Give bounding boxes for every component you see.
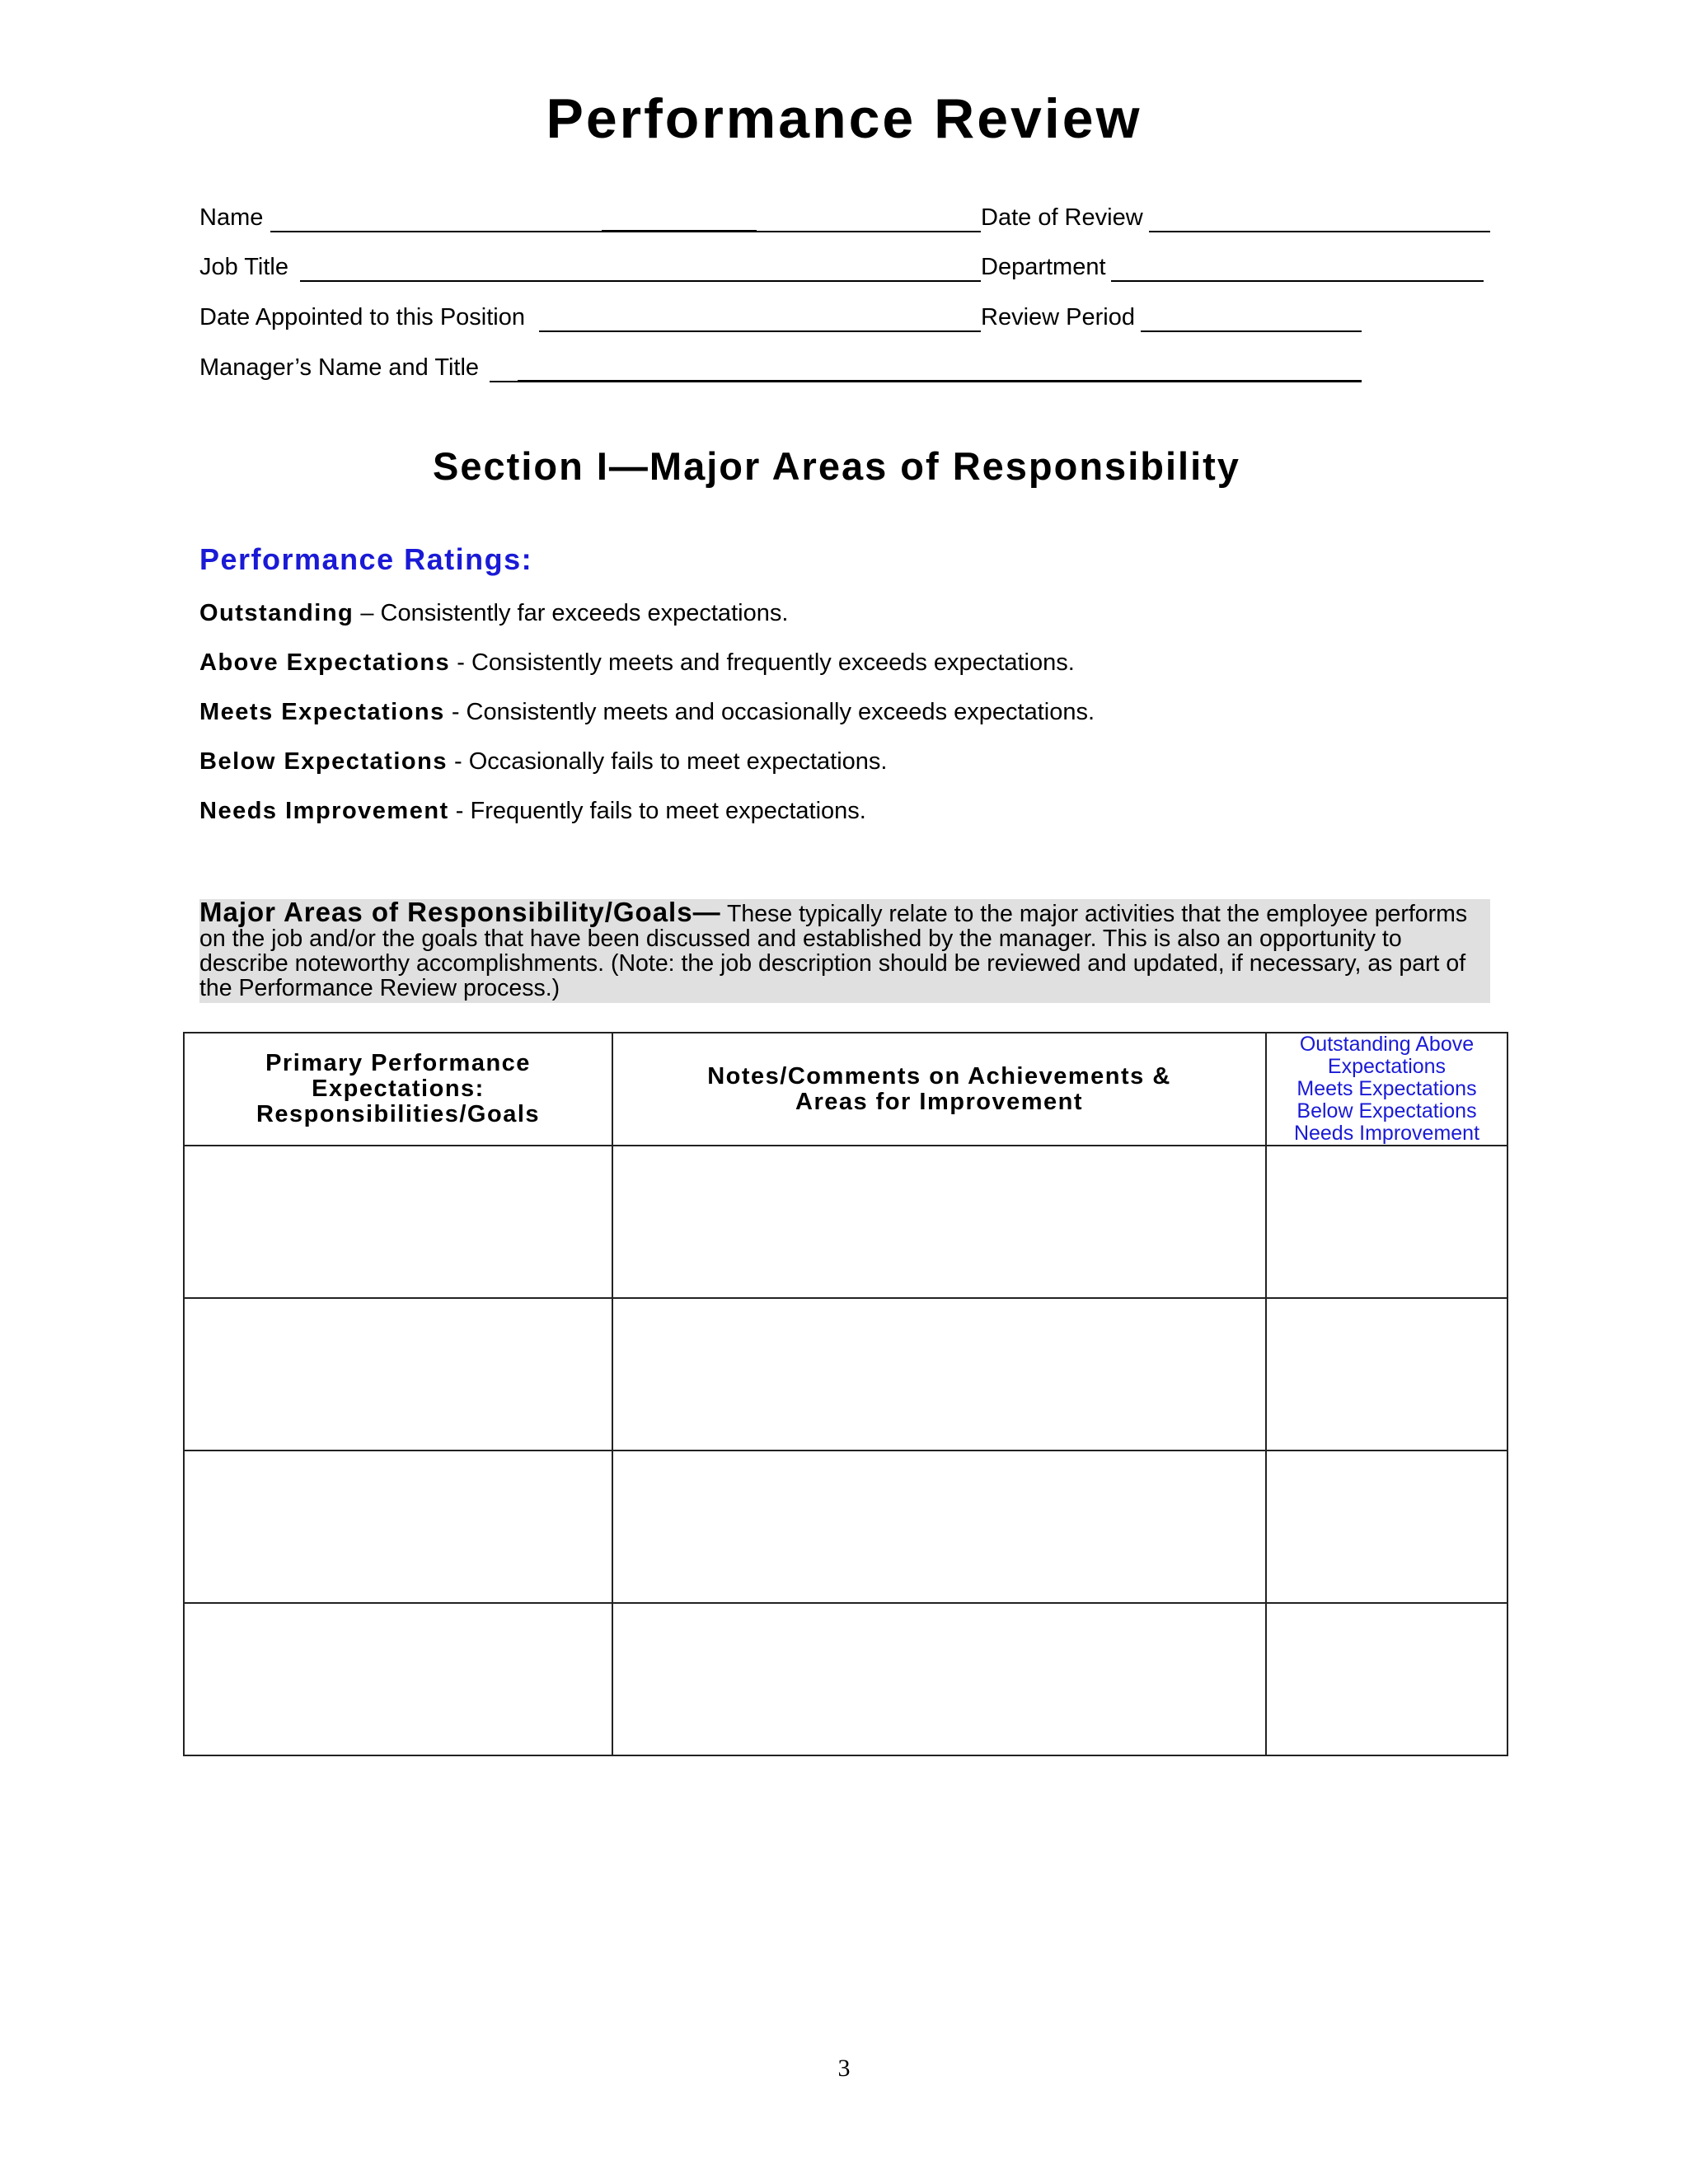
manager-field[interactable]: [490, 381, 518, 382]
manager-label: Manager’s Name and Title: [199, 354, 480, 381]
header-rating-scale: [1266, 1033, 1507, 1146]
department-field[interactable]: [1111, 280, 1484, 282]
rating-term: Needs Improvement: [199, 798, 449, 824]
header-primary-expectations: [184, 1033, 612, 1146]
responsibility-cell[interactable]: [184, 1298, 612, 1451]
rating-cell[interactable]: [1266, 1451, 1507, 1603]
name-field-segment: [602, 230, 757, 232]
page-number: 3: [837, 2055, 851, 2082]
date-appointed-label: Date Appointed to this Position: [199, 304, 525, 330]
ratings-heading: Performance Ratings:: [199, 542, 533, 576]
rating-description: - Consistently meets and occasionally exceeds expectations.: [444, 699, 1095, 725]
header-line: Expectations: [1327, 1055, 1447, 1078]
header-line: Expectations:: [312, 1076, 485, 1102]
date-appointed-field[interactable]: [539, 330, 981, 332]
table-row: [184, 1603, 1507, 1755]
rating-description: - Consistently meets and frequently exceeds expectations.: [450, 649, 1075, 676]
department-label: Department: [981, 254, 1106, 280]
responsibilities-table: [183, 1032, 1508, 1756]
responsibility-cell[interactable]: [184, 1146, 612, 1298]
rating-description: - Occasionally fails to meet expectations.: [447, 748, 888, 775]
comments-cell[interactable]: [612, 1298, 1266, 1451]
header-line: Areas for Improvement: [795, 1088, 1083, 1115]
responsibility-text: [199, 897, 1490, 1001]
job-title-field[interactable]: [300, 280, 981, 282]
rating-description: – Consistently far exceeds expectations.: [354, 600, 789, 626]
header-notes-comments: [612, 1033, 1266, 1146]
rating-term: Meets Expectations: [199, 699, 445, 725]
rating-term: Below Expectations: [199, 748, 448, 775]
rating-cell[interactable]: [1266, 1298, 1507, 1451]
responsibility-description: These typically relate to the major activities that the employee performs on the job and/or the goals that have been discussed and established by the manager. This is also an opportunity to describe noteworthy accomplishments. (Note: the job description should be reviewed and updated, if necessary, as part of the Performance Review process.): [199, 901, 1468, 1001]
rating-description: - Frequently fails to meet expectations.: [448, 798, 866, 824]
comments-cell[interactable]: [612, 1603, 1266, 1755]
date-of-review-field[interactable]: [1149, 231, 1490, 232]
table-row: [184, 1146, 1507, 1298]
rating-cell[interactable]: [1266, 1146, 1507, 1298]
comments-cell[interactable]: [612, 1451, 1266, 1603]
rating-term: Outstanding: [199, 600, 354, 626]
header-line: Primary Performance: [265, 1050, 531, 1076]
comments-cell[interactable]: [612, 1146, 1266, 1298]
manager-field-segment: [518, 380, 1362, 382]
name-label: Name: [199, 204, 264, 231]
rating-meets-expectations: [199, 699, 1095, 726]
job-title-label: Job Title: [199, 254, 288, 280]
rating-outstanding: [199, 600, 788, 627]
header-line: Meets Expectations: [1296, 1077, 1477, 1100]
header-line: Outstanding Above: [1299, 1033, 1475, 1056]
rating-below-expectations: [199, 748, 887, 776]
table-header-row: [184, 1033, 1507, 1146]
rating-needs-improvement: [199, 798, 866, 825]
header-line: Needs Improvement: [1293, 1122, 1480, 1145]
rating-cell[interactable]: [1266, 1603, 1507, 1755]
table-row: [184, 1298, 1507, 1451]
responsibility-cell[interactable]: [184, 1451, 612, 1603]
table-row: [184, 1451, 1507, 1603]
review-period-label: Review Period: [981, 304, 1135, 330]
section-title: Section I—Major Areas of Responsibility: [433, 444, 1240, 488]
header-line: Below Expectations: [1296, 1099, 1477, 1122]
responsibility-heading: Major Areas of Responsibility/Goals—: [199, 897, 721, 927]
rating-above-expectations: [199, 649, 1075, 677]
responsibility-cell[interactable]: [184, 1603, 612, 1755]
page-title: Performance Review: [546, 87, 1142, 150]
header-line: Notes/Comments on Achievements &: [707, 1062, 1171, 1090]
header-line: Responsibilities/Goals: [256, 1101, 541, 1127]
review-period-field[interactable]: [1141, 330, 1362, 332]
rating-term: Above Expectations: [199, 649, 451, 676]
date-of-review-label: Date of Review: [981, 204, 1143, 231]
